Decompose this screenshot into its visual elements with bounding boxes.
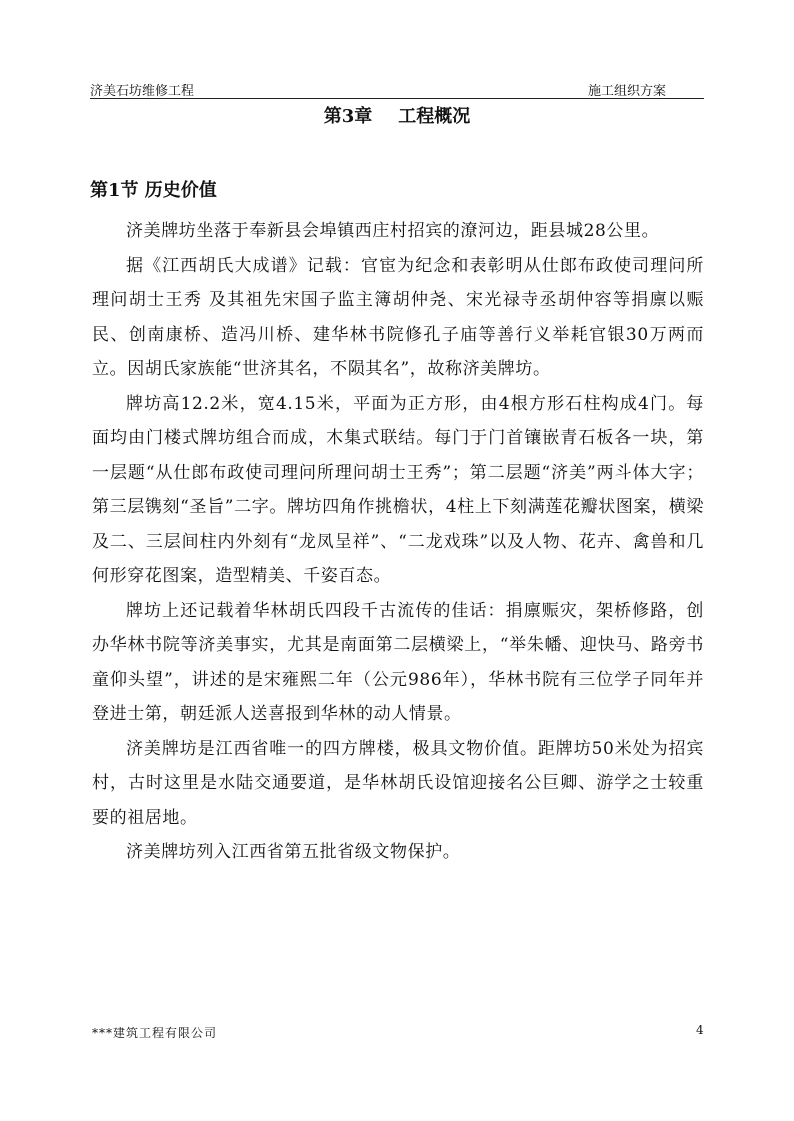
header-doc-type: 施工组织方案 — [587, 84, 666, 99]
page-number: 4 — [696, 1023, 704, 1037]
paragraph: 牌坊高12.2米，宽4.15米，平面为正方形，由4根方形石柱构成4门。每面均由门楼式牌坊组合而成，木集式联结。每门于门首镶嵌青石板各一块，第一层题“从仕郎布政使司理问所理问胡士王秀”；第二层题“济美”两斗体大字；第三层镌刻“圣旨”二字。牌坊四角作挑檐状，4柱上下刻满莲花瓣状图案，横梁及二、三层间柱内外刻有“龙凤呈祥”、“二龙戏珠”以及人物、花卉、禽兽和几何形穿花图案，造型精美、千姿百态。 — [92, 393, 704, 586]
paragraph: 牌坊上还记载着华林胡氏四段千古流传的佳话：捐廪赈灾，架桥修路，创办华林书院等济美事实，尤其是南面第二层横梁上，“举朱幡、迎快马、路旁书童仰头望”，讲述的是宋雍熙二年（公元986年），华林书院有三位学子同年并登进士第，朝廷派人送喜报到华林的动人情景。 — [92, 600, 704, 724]
paragraph: 济美牌坊坐落于奉新县会埠镇西庄村招宾的潦河边，距县城28公里。 — [126, 221, 660, 241]
paragraph: 济美牌坊列入江西省第五批省级文物保护。 — [126, 842, 461, 862]
header-project-name: 济美石坊维修工程 — [90, 84, 195, 99]
body-text — [92, 214, 704, 870]
chapter-number: 第3章 — [323, 106, 373, 127]
paragraph: 据《江西胡氏大成谱》记载：官宦为纪念和表彰明从仕郎布政使司理问所理问胡士王秀 及其祖先宋国子监主簿胡仲尧、宋光禄寺丞胡仲容等捐廪以赈民、创南康桥、造冯川桥、建华林书院修孔子庙等善行义举耗官银30万两而立。因胡氏家族能“世济其名，不陨其名”，故称济美牌坊。 — [92, 255, 704, 379]
chapter-title — [0, 102, 794, 128]
header-divider — [90, 98, 704, 99]
section-title: 第1节 历史价值 — [90, 180, 217, 201]
paragraph: 济美牌坊是江西省唯一的四方牌楼，极具文物价值。距牌坊50米处为招宾村，古时这里是水陆交通要道，是华林胡氏设馆迎接名公巨卿、游学之士较重要的祖居地。 — [92, 738, 704, 828]
footer-company: ***建筑工程有限公司 — [92, 1026, 218, 1040]
chapter-name: 工程概况 — [398, 106, 471, 127]
